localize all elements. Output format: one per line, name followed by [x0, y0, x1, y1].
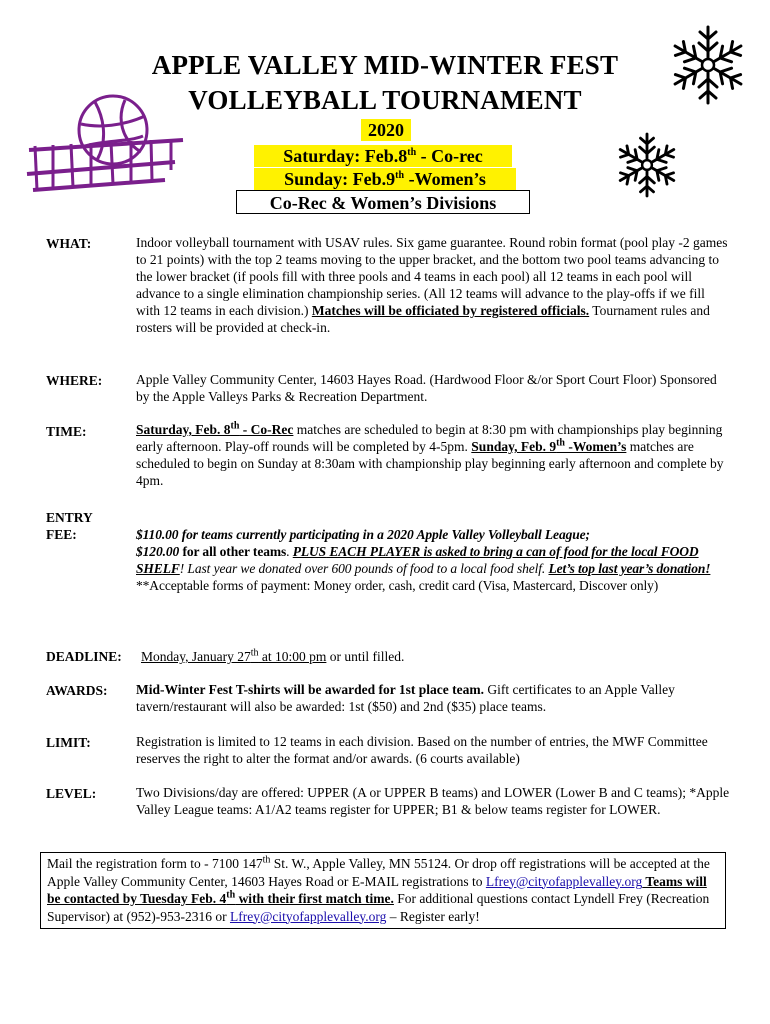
- title-line-1: APPLE VALLEY MID-WINTER FEST: [151, 50, 619, 80]
- where-text: Apple Valley Community Center, 14603 Hayes Road. (Hardwood Floor &/or Sport Court Floor) Sponsored by the Apple Valleys Parks & Recreation Department.: [136, 372, 717, 404]
- limit-label: LIMIT:: [46, 735, 91, 750]
- officials-note: Matches will be officiated by registered officials.: [311, 303, 590, 318]
- deadline-label: DEADLINE:: [46, 649, 122, 664]
- deadline-text: Monday, January 27th at 10:00 pm or until filled.: [141, 647, 405, 664]
- mail-registration-box: Mail the registration form to - 7100 147th St. W., Apple Valley, MN 55124. Or drop off registrations will be accepted at the Apple Valley Community Center, 14603 Hayes Road or E-MAIL registrations to Lfrey@cityofapplevalley.org Teams will be contacted by Tuesday Feb. 4th with their first match time. For additional questions contact Lyndell Frey (Recreation Supervisor) at (952)-953-2316 or Lfrey@cityofapplevalley.org – Register early!: [40, 852, 726, 929]
- limit-text: Registration is limited to 12 teams in each division. Based on the number of entries, the MWF Committee reserves the right to alter the format and/or awards. (6 courts available): [136, 734, 708, 766]
- entry-fee-text: $110.00 for teams currently participating in a 2020 Apple Valley Volleyball League; $120.00 for all other teams. PLUS EACH PLAYER is asked to bring a can of food for the local FOOD SHELF! Last year we donated over 600 pounds of food to a local food shelf. Let’s top last year’s donation! **Acceptable forms of payment: Money order, cash, credit card (Visa, Mastercard, Discover only): [136, 527, 711, 593]
- saturday-date: Saturday: Feb.8th - Co-rec: [254, 145, 512, 167]
- title-line-2: VOLLEYBALL TOURNAMENT: [188, 85, 582, 115]
- email-link[interactable]: Lfrey@cityofapplevalley.org: [485, 873, 643, 889]
- year: 2020: [361, 119, 411, 141]
- awards-text: Mid-Winter Fest T-shirts will be awarded for 1st place team. Gift certificates to an Apple Valley tavern/restaurant will also be awarded: 1st ($50) and 2nd ($35) place teams.: [136, 682, 675, 714]
- what-text: Indoor volleyball tournament with USAV rules. Six game guarantee. Round robin format (pool play -2 games to 21 points) with the top 2 teams moving to the upper bracket, and the bottom two pool teams advancing to the lower bracket (if pools fill with three pools and 4 teams in each pool) all 12 teams in each pool will advance to a single elimination championship series. (All 12 teams will advance to the play-offs if we fill with 12 teams in each division.) Matches will be officiated by registered officials. Tournament rules and rosters will be provided at check-in.: [136, 235, 728, 335]
- time-text: Saturday, Feb. 8th - Co-Rec matches are scheduled to begin at 8:30 pm with championships play beginning early afternoon. Play-off rounds will be completed by 4-5pm. Sunday, Feb. 9th -Women’s matches are scheduled to begin on Sunday at 8:30am with championship play beginning early afternoon and complete by 4pm.: [136, 420, 724, 488]
- snowflake-icon: [612, 130, 682, 200]
- what-label: WHAT:: [46, 236, 92, 251]
- level-text: Two Divisions/day are offered: UPPER (A or UPPER B teams) and LOWER (Lower B and C teams); *Apple Valley League teams: A1/A2 teams register for UPPER; B1 & below teams register for LOWER.: [136, 785, 730, 817]
- divisions-box: Co-Rec & Women’s Divisions: [236, 190, 530, 214]
- level-label: LEVEL:: [46, 786, 97, 801]
- awards-label: AWARDS:: [46, 683, 108, 698]
- entry-fee-label: ENTRY FEE:: [46, 510, 93, 542]
- time-label: TIME:: [46, 424, 87, 439]
- where-label: WHERE:: [46, 373, 103, 388]
- email-link[interactable]: Lfrey@cityofapplevalley.org: [229, 908, 387, 924]
- volleyball-net-logo-icon: [25, 90, 185, 200]
- contact-notice: Teams will be contacted by Tuesday Feb. 4th with their first match time.: [47, 873, 707, 906]
- snowflake-icon: [665, 22, 751, 108]
- sunday-date: Sunday: Feb.9th -Women’s: [254, 168, 516, 190]
